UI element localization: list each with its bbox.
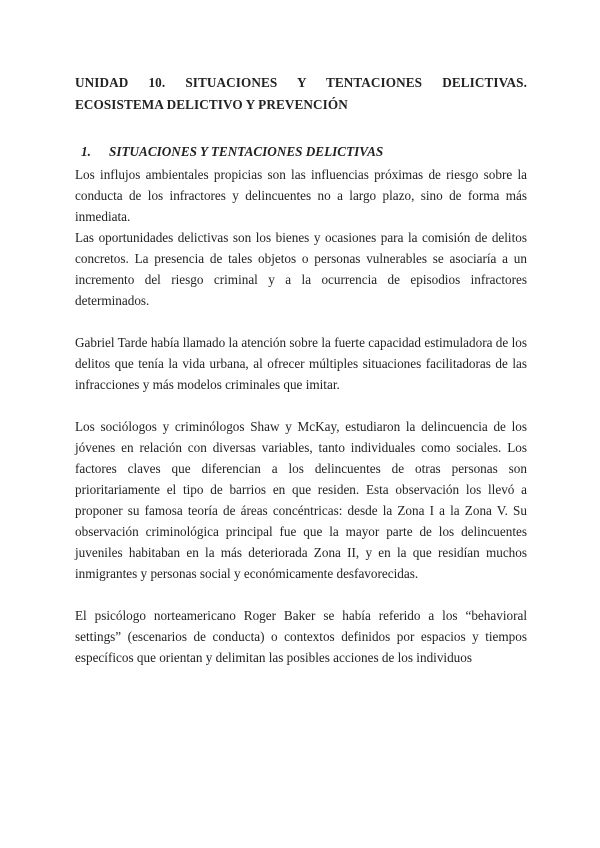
document-page [75, 72, 527, 668]
paragraph-influjos: Los influjos ambientales propicias son las influencias próximas de riesgo sobre la conducta de los infractores y delincuentes no a largo plazo, sino de forma más inmediata. [75, 167, 527, 224]
paragraph-spacer [75, 311, 527, 332]
section-heading [81, 142, 527, 162]
paragraph-tarde: Gabriel Tarde había llamado la atención sobre la fuerte capacidad estimuladora de los delitos que tenía la vida urbana, al ofrecer múltiples situaciones facilitadoras de las infracciones y más modelos criminales que imitar. [75, 335, 527, 392]
paragraph-shaw-mckay: Los sociólogos y criminólogos Shaw y McKay, estudiaron la delincuencia de los jóvenes en relación con diversas variables, tanto individuales como sociales. Los factores claves que diferencian a los delincuentes de otras personas son prioritariamente el tipo de barrios en que residen. Esta observación los llevó a proponer su famosa teoría de áreas concéntricas: desde la Zona I a la Zona V. Su observación criminológica principal fue que la mayor parte de los delincuentes juveniles habitaban en la más deteriorada Zona II, y en la que residían muchos inmigrantes y personas social y económicamente desfavorecidas. [75, 419, 527, 581]
paragraph-oportunidades: Las oportunidades delictivas son los bienes y ocasiones para la comisión de delitos concretos. La presencia de tales objetos o personas vulnerables se asociaría a un incremento del riesgo criminal y a la ocurrencia de episodios infractores determinados. [75, 230, 527, 308]
paragraph-baker: El psicólogo norteamericano Roger Baker se había referido a los “behavioral settings” (escenarios de conducta) o contextos definidos por espacios y tiempos específicos que orientan y delimitan las posibles acciones de los individuos [75, 608, 527, 665]
section-number: 1. [81, 144, 91, 159]
paragraph-spacer [75, 395, 527, 416]
paragraph-spacer [75, 584, 527, 605]
document-title: UNIDAD 10. SITUACIONES Y TENTACIONES DELICTIVAS. ECOSISTEMA DELICTIVO Y PREVENCIÓN [75, 75, 527, 112]
section-heading-text: SITUACIONES Y TENTACIONES DELICTIVAS [109, 144, 384, 159]
